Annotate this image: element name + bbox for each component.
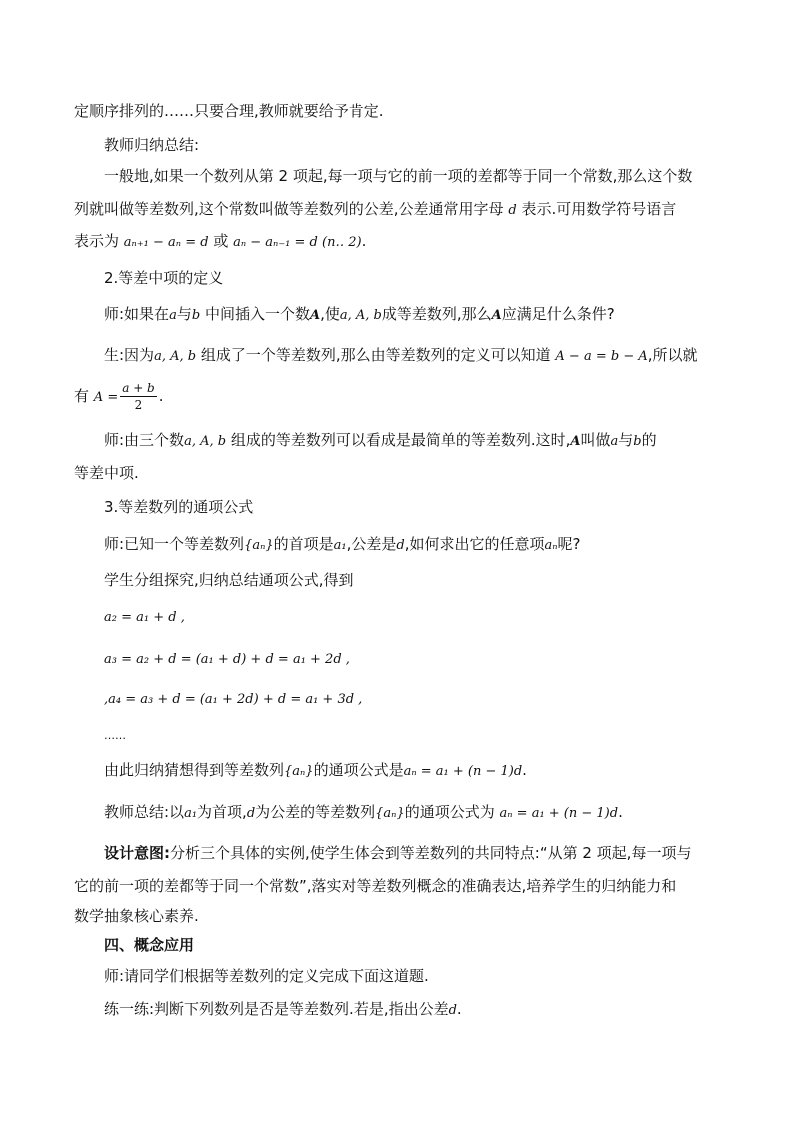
section-heading: 3.等差数列的通项公式 <box>104 498 254 516</box>
paragraph-line: 等差中项. <box>74 464 139 482</box>
fraction: $\frac{a + b}{2}$ <box>122 381 155 412</box>
ellipsis-line: …… <box>104 729 126 742</box>
paragraph-line: 教师归纳总结: <box>104 136 200 154</box>
formula-line: ,a₄ = a₃ + d = (a₁ + 2d) + d = a₁ + 3d , <box>104 692 363 707</box>
fraction-line: 有 A = $\frac{a + b}{2}$ . <box>74 381 164 412</box>
formula-line: 由此归纳猜想得到等差数列{aₙ}的通项公式是aₙ = a₁ + (n − 1)d. <box>104 761 527 779</box>
formula-line: a₂ = a₁ + d , <box>104 610 185 625</box>
teacher-statement: 师:由三个数a, A, b 组成的等差数列可以看成是最简单的等差数列.这时,A叫做a与b的 <box>104 431 657 449</box>
definition-line: 列就叫做等差数列,这个常数叫做等差数列的公差,公差通常用字母 d 表示.可用数学符号语言 <box>74 200 677 218</box>
design-intent: 设计意图:分析三个具体的实例,使学生体会到等差数列的共同特点:“从第 2 项起,每一项与 <box>104 844 692 862</box>
exercise-line: 练一练:判断下列数列是否是等差数列.若是,指出公差d. <box>104 1000 462 1018</box>
teacher-question: 师:如果在a与b 中间插入一个数A,使a, A, b成等差数列,那么A应满足什么条件? <box>104 305 615 323</box>
definition-line: 一般地,如果一个数列从第 2 项起,每一项与它的前一项的差都等于同一个常数,那么这个数 <box>104 167 693 185</box>
formula-line: 表示为 aₙ₊₁ − aₙ = d 或 aₙ − aₙ₋₁ = d (n‥ 2). <box>74 232 367 250</box>
paragraph-line: 师:请同学们根据等差数列的定义完成下面这道题. <box>104 967 429 985</box>
design-intent: 数学抽象核心素养. <box>74 907 199 925</box>
section-heading: 四、概念应用 <box>104 936 195 954</box>
formula-line: a₃ = a₂ + d = (a₁ + d) + d = a₁ + 2d , <box>104 652 350 667</box>
section-heading: 2.等差中项的定义 <box>104 269 224 287</box>
paragraph-line: 学生分组探究,归纳总结通项公式,得到 <box>104 571 354 589</box>
paragraph-line: 定顺序排列的……只要合理,教师就要给予肯定. <box>74 102 384 120</box>
design-intent: 它的前一项的差都等于同一个常数”,落实对等差数列概念的准确表达,培养学生的归纳能力和 <box>74 877 677 895</box>
teacher-question: 师:已知一个等差数列{aₙ}的首项是a₁,公差是d,如何求出它的任意项aₙ呢? <box>104 535 581 553</box>
teacher-summary: 教师总结:以a₁为首项,d为公差的等差数列{aₙ}的通项公式为 aₙ = a₁ + (n − 1)d. <box>104 803 623 821</box>
student-answer: 生:因为a, A, b 组成了一个等差数列,那么由等差数列的定义可以知道 A − a = b − A,所以就 <box>104 346 698 364</box>
